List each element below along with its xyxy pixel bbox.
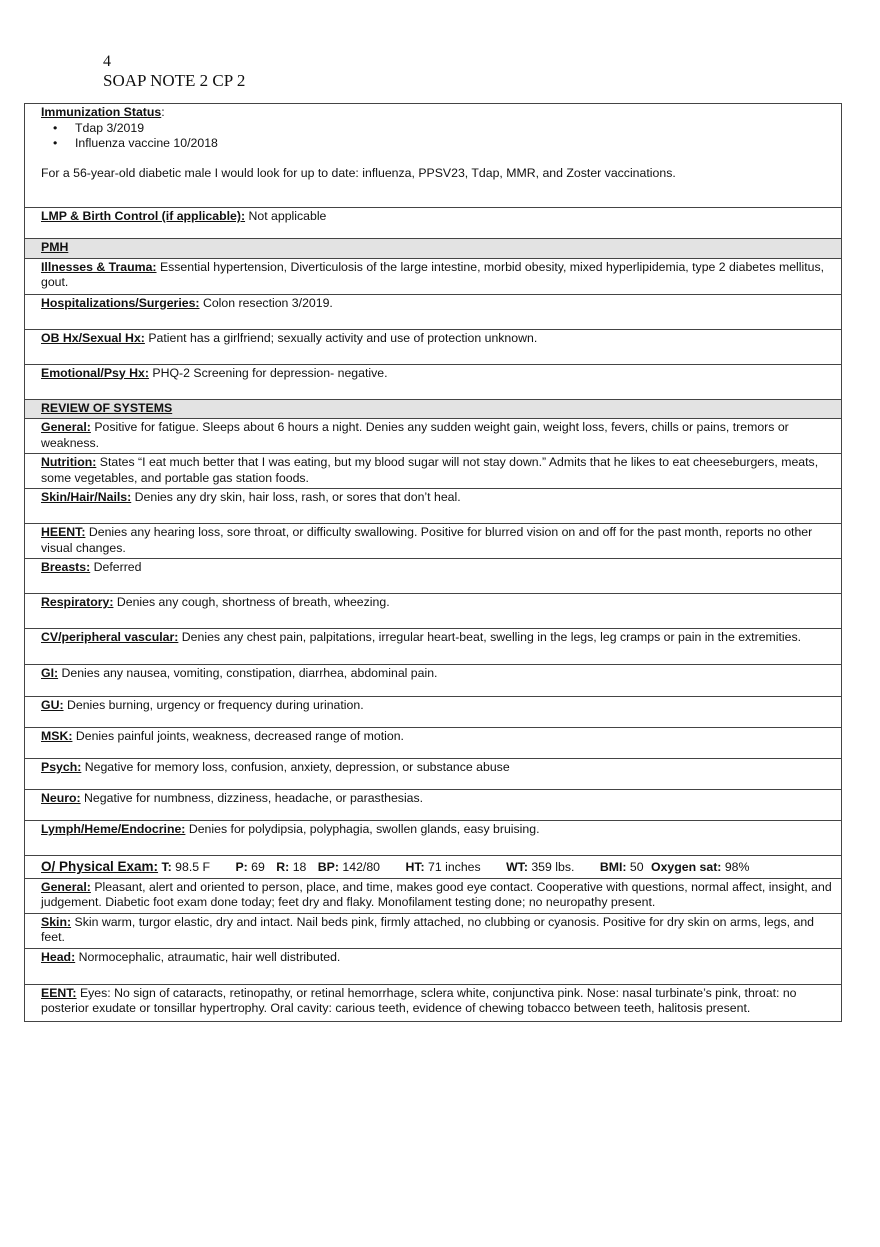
ros-row [25, 821, 842, 856]
row-text: Positive for fatigue. Sleeps about 6 hours a night. Denies any sudden weight gain, weight loss, fevers, chills or pains, tremors or weakness. [41, 420, 789, 450]
row-label: GU: [41, 698, 64, 712]
row-text: Essential hypertension, Diverticulosis of the large intestine, morbid obesity, mixed hyperlipidemia, type 2 diabetes mellitus, gout. [41, 259, 825, 289]
bp-value: 142/80 [342, 860, 381, 874]
resp-label: R: [276, 860, 290, 874]
row-text: Patient has a girlfriend; sexually activity and use of protection unknown. [148, 330, 538, 345]
row-text: Denies any hearing loss, sore throat, or difficulty swallowing. Positive for blurred vision on and off for the past month, reports no other visual changes. [41, 525, 813, 555]
vitals-row [25, 856, 842, 879]
immunization-note: For a 56-year-old diabetic male I would look for up to date: influenza, PPSV23, Tdap, MMR, and Zoster vaccinations. [41, 165, 676, 180]
row-text: Denies any cough, shortness of breath, wheezing. [116, 595, 390, 609]
row-text: PHQ-2 Screening for depression- negative. [152, 365, 388, 380]
ros-row [25, 759, 842, 790]
row-label: CV/peripheral vascular: [41, 630, 179, 644]
row-text: Negative for memory loss, confusion, anxiety, depression, or substance abuse [84, 760, 510, 774]
ros-row [25, 454, 842, 489]
ros-header: REVIEW OF SYSTEMS [41, 400, 173, 415]
resp-value: 18 [292, 860, 307, 874]
row-text: Skin warm, turgor elastic, dry and intact. Nail beds pink, firmly attached, no clubbing or cyanosis. Positive for dry skin on arms, legs, and feet. [41, 914, 815, 944]
row-label: Skin/Hair/Nails: [41, 490, 132, 504]
pulse-value: 69 [251, 860, 265, 874]
row-label: GI: [41, 666, 59, 680]
pmh-header-row [25, 239, 842, 259]
temp-value: 98.5 F [175, 860, 211, 874]
row-label: EENT: [41, 985, 77, 1000]
row-text: Negative for numbness, dizziness, headache, or parasthesias. [84, 791, 424, 805]
lmp-label: LMP & Birth Control (if applicable): [41, 209, 246, 223]
lmp-row [25, 208, 842, 239]
row-text: Pleasant, alert and oriented to person, place, and time, makes good eye contact. Cooperative with questions, normal affect, insight, and judgement. Diabetic foot exam done today; feet dry and flaky. Monofilament testing done; no neuropathy present. [41, 879, 832, 909]
row-text: States “I eat much better that I was eating, but my blood sugar will not stay down.” Admits that he likes to eat cheeseburgers, meats, some vegetables, and portable gas station foods. [41, 455, 819, 485]
ros-row [25, 524, 842, 559]
document-title: SOAP NOTE 2 CP 2 [103, 71, 246, 90]
immunization-item: • Tdap 3/2019 [75, 121, 837, 137]
row-label: General: [41, 420, 91, 434]
immunization-item: • Influenza vaccine 10/2018 [75, 136, 837, 152]
height-value: 71 inches [428, 860, 481, 874]
row-text: Deferred [93, 560, 142, 574]
row-text: Denies for polydipsia, polyphagia, swollen glands, easy bruising. [188, 822, 540, 836]
ros-row [25, 594, 842, 629]
row-label: Illnesses & Trauma: [41, 259, 157, 274]
oxygen-label: Oxygen sat: [651, 860, 722, 874]
row-text: Colon resection 3/2019. [202, 295, 333, 310]
bmi-value: 50 [629, 860, 644, 874]
row-text: Denies painful joints, weakness, decreased range of motion. [75, 729, 404, 743]
row-label: Respiratory: [41, 595, 114, 609]
row-label: Breasts: [41, 560, 91, 574]
bp-label: BP: [317, 860, 339, 874]
exam-row [25, 878, 842, 913]
row-label: Nutrition: [41, 455, 97, 469]
pmh-header: PMH [41, 240, 69, 254]
ros-row [25, 697, 842, 728]
lmp-text: Not applicable [248, 209, 327, 223]
ros-row [25, 665, 842, 697]
pmh-row [25, 294, 842, 329]
bmi-label: BMI: [599, 860, 627, 874]
weight-value: 359 lbs. [531, 860, 575, 874]
pmh-row [25, 329, 842, 364]
ros-row [25, 559, 842, 594]
row-label: Psych: [41, 760, 82, 774]
row-text: Denies any dry skin, hair loss, rash, or sores that don’t heal. [134, 490, 461, 504]
exam-row [25, 984, 842, 1021]
pmh-row [25, 364, 842, 399]
physical-exam-label: O/ Physical Exam: [41, 859, 159, 874]
exam-row [25, 913, 842, 948]
page-header [103, 52, 245, 90]
row-label: Emotional/Psy Hx: [41, 365, 149, 380]
weight-label: WT: [506, 860, 528, 874]
ros-header-row [25, 399, 842, 419]
oxygen-value: 98% [724, 860, 750, 874]
pulse-label: P: [235, 860, 248, 874]
height-label: HT: [405, 860, 425, 874]
soap-note-table [24, 103, 842, 1022]
row-label: Skin: [41, 914, 72, 929]
pmh-row [25, 258, 842, 294]
ros-row [25, 419, 842, 454]
row-text: Denies any nausea, vomiting, constipation, diarrhea, abdominal pain. [61, 666, 438, 680]
row-label: OB Hx/Sexual Hx: [41, 330, 145, 345]
immunization-label: Immunization Status [41, 105, 162, 119]
ros-row [25, 629, 842, 665]
immunization-list [41, 121, 837, 152]
page-number: 4 [103, 53, 111, 70]
row-label: Hospitalizations/Surgeries: [41, 295, 200, 310]
immunization-row: Immunization Status: • Tdap 3/2019 • Influenza vaccine 10/2018 For a 56-year-old diabetic male I would look for up to date: influenza, PPSV23, Tdap, MMR, and Zoster vaccinations. [25, 104, 842, 208]
temp-label: T: [161, 860, 172, 874]
exam-row [25, 948, 842, 984]
row-text: Eyes: No sign of cataracts, retinopathy, or retinal hemorrhage, sclera white, conjunctiva pink. Nose: nasal turbinate’s pink, throat: no posterior exudate or tonsillar hypertrophy. Oral cavity: carious teeth, evidence of chewing tobacco between teeth, halitosis present. [41, 985, 797, 1015]
row-label: Lymph/Heme/Endocrine: [41, 822, 186, 836]
ros-row [25, 728, 842, 759]
row-label: MSK: [41, 729, 73, 743]
ros-row [25, 489, 842, 524]
row-label: HEENT: [41, 525, 86, 539]
row-label: General: [41, 879, 91, 894]
row-text: Denies any chest pain, palpitations, irregular heart-beat, swelling in the legs, leg cramps or pain in the extremities. [181, 630, 802, 644]
ros-row [25, 790, 842, 821]
row-label: Head: [41, 949, 76, 964]
row-label: Neuro: [41, 791, 81, 805]
row-text: Denies burning, urgency or frequency during urination. [66, 698, 364, 712]
row-text: Normocephalic, atraumatic, hair well distributed. [78, 949, 341, 964]
